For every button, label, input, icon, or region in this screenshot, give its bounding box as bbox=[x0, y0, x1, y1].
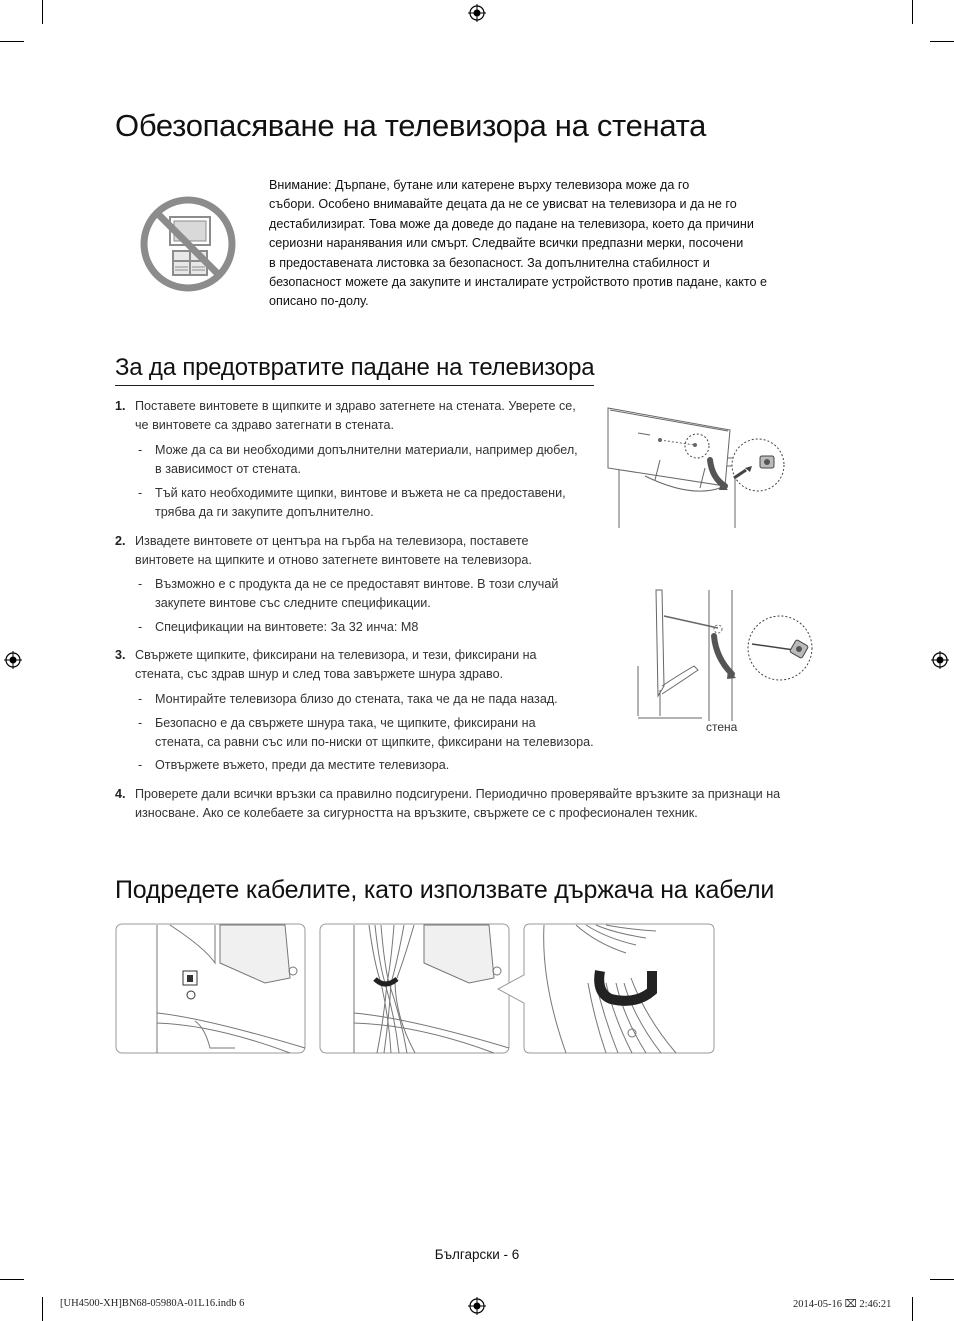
cable-holder-step-2-illustration bbox=[319, 923, 511, 1055]
note-dash: - bbox=[138, 716, 143, 730]
note-text: закупете винтове със следните спецификации. bbox=[155, 596, 431, 611]
step-text: износване. Ако се колебаете за сигурността на връзките, свържете се с професионален техник. bbox=[135, 806, 698, 821]
step-text: Свържете щипките, фиксирани на телевизора, и тези, фиксирани на bbox=[135, 648, 537, 662]
step-text: Извадете винтовете от центъра на гърба на телевизора, поставете bbox=[135, 534, 529, 548]
warning-line: Внимание: Дърпане, бутане или катерене върху телевизора може да го bbox=[269, 178, 690, 192]
note-text: Спецификации на винтовете: За 32 инча: M8 bbox=[155, 620, 419, 634]
crop-mark bbox=[42, 0, 43, 24]
crop-mark bbox=[930, 41, 954, 42]
cable-holder-step-1-illustration bbox=[115, 923, 307, 1055]
page-number: Български - 6 bbox=[434, 1247, 520, 1262]
wall-label: стена bbox=[706, 720, 738, 734]
note-text: Тъй като необходимите щипки, винтове и въжета не са предоставени, bbox=[155, 486, 566, 500]
registration-mark-icon bbox=[931, 651, 949, 669]
crop-mark bbox=[912, 1297, 913, 1321]
note-dash: - bbox=[138, 577, 143, 591]
step-text: Поставете винтовете в щипките и здраво затегнете на стената. Уверете се, bbox=[135, 399, 576, 413]
note-dash: - bbox=[138, 443, 143, 457]
warning-line: безопасност можете да закупите и инсталирате устройството против падане, както е bbox=[269, 275, 767, 290]
warning-line: в предоставената листовка за безопасност. За допълнителна стабилност и bbox=[269, 255, 710, 270]
crop-mark bbox=[930, 1279, 954, 1280]
cable-holder-detail-illustration bbox=[496, 923, 716, 1055]
warning-line: описано по-долу. bbox=[269, 294, 369, 309]
section-heading-cable-holder: Подредете кабелите, като използвате държача на кабели bbox=[115, 876, 775, 904]
crop-mark bbox=[0, 1279, 24, 1280]
footer-date: 2014-05-16 ⌧ 2:46:21 bbox=[793, 1299, 892, 1310]
no-climbing-warning-icon bbox=[139, 195, 237, 293]
note-dash: - bbox=[138, 486, 143, 500]
footer-file-info: [UH4500-XH]BN68-05980A-01L16.indb 6 bbox=[60, 1298, 245, 1309]
tv-back-clip-illustration bbox=[600, 398, 800, 528]
note-dash: - bbox=[138, 758, 143, 772]
note-text: в зависимост от стената. bbox=[155, 462, 301, 477]
page-title: Обезопасяване на телевизора на стената bbox=[115, 108, 707, 143]
crop-mark bbox=[912, 0, 913, 24]
step-number: 4. bbox=[115, 787, 126, 801]
crop-mark bbox=[0, 41, 24, 42]
step-number: 1. bbox=[115, 399, 126, 413]
step-number: 3. bbox=[115, 648, 126, 662]
warning-line: събори. Особено внимавайте децата да не се увисват на телевизора и да не го bbox=[269, 197, 737, 212]
step-text: винтовете на щипките и отново затегнете винтовете на телевизора. bbox=[135, 553, 532, 568]
registration-mark-icon bbox=[4, 651, 22, 669]
step-text: стената, със здрав шнур и след това завържете шнура здраво. bbox=[135, 667, 504, 682]
warning-text bbox=[269, 176, 829, 312]
note-text: Отвържете въжето, преди да местите телевизора. bbox=[155, 758, 450, 772]
note-text: Монтирайте телевизора близо до стената, така че да не пада назад. bbox=[155, 692, 558, 706]
tv-wall-side-illustration bbox=[632, 586, 822, 721]
section-heading-prevent-fall: За да предотвратите падане на телевизора bbox=[115, 354, 594, 386]
warning-line: сериозни наранявания или смърт. Следвайте всички предпазни мерки, посочени bbox=[269, 236, 744, 251]
note-text: Може да са ви необходими допълнителни материали, например дюбел, bbox=[155, 443, 578, 457]
note-text: трябва да ги закупите допълнително. bbox=[155, 505, 374, 520]
note-dash: - bbox=[138, 692, 143, 706]
registration-mark-icon bbox=[468, 1297, 486, 1315]
crop-mark bbox=[42, 1297, 43, 1321]
warning-line: дестабилизират. Това може да доведе до падане на телевизора, което да причини bbox=[269, 216, 754, 231]
step-text: че винтовете са здраво затегнати в стената. bbox=[135, 418, 394, 433]
note-dash: - bbox=[138, 620, 143, 634]
note-text: стената, са равни със или по-ниски от щипките, фиксирани на телевизора. bbox=[155, 735, 594, 750]
note-text: Възможно е с продукта да не се предоставят винтове. В този случай bbox=[155, 577, 559, 591]
registration-mark-icon bbox=[468, 4, 486, 22]
note-text: Безопасно е да свържете шнура така, че щипките, фиксирани на bbox=[155, 716, 536, 730]
step-number: 2. bbox=[115, 534, 126, 548]
step-text: Проверете дали всички връзки са правилно подсигурени. Периодично проверявайте връзките за признаци на bbox=[135, 787, 781, 801]
